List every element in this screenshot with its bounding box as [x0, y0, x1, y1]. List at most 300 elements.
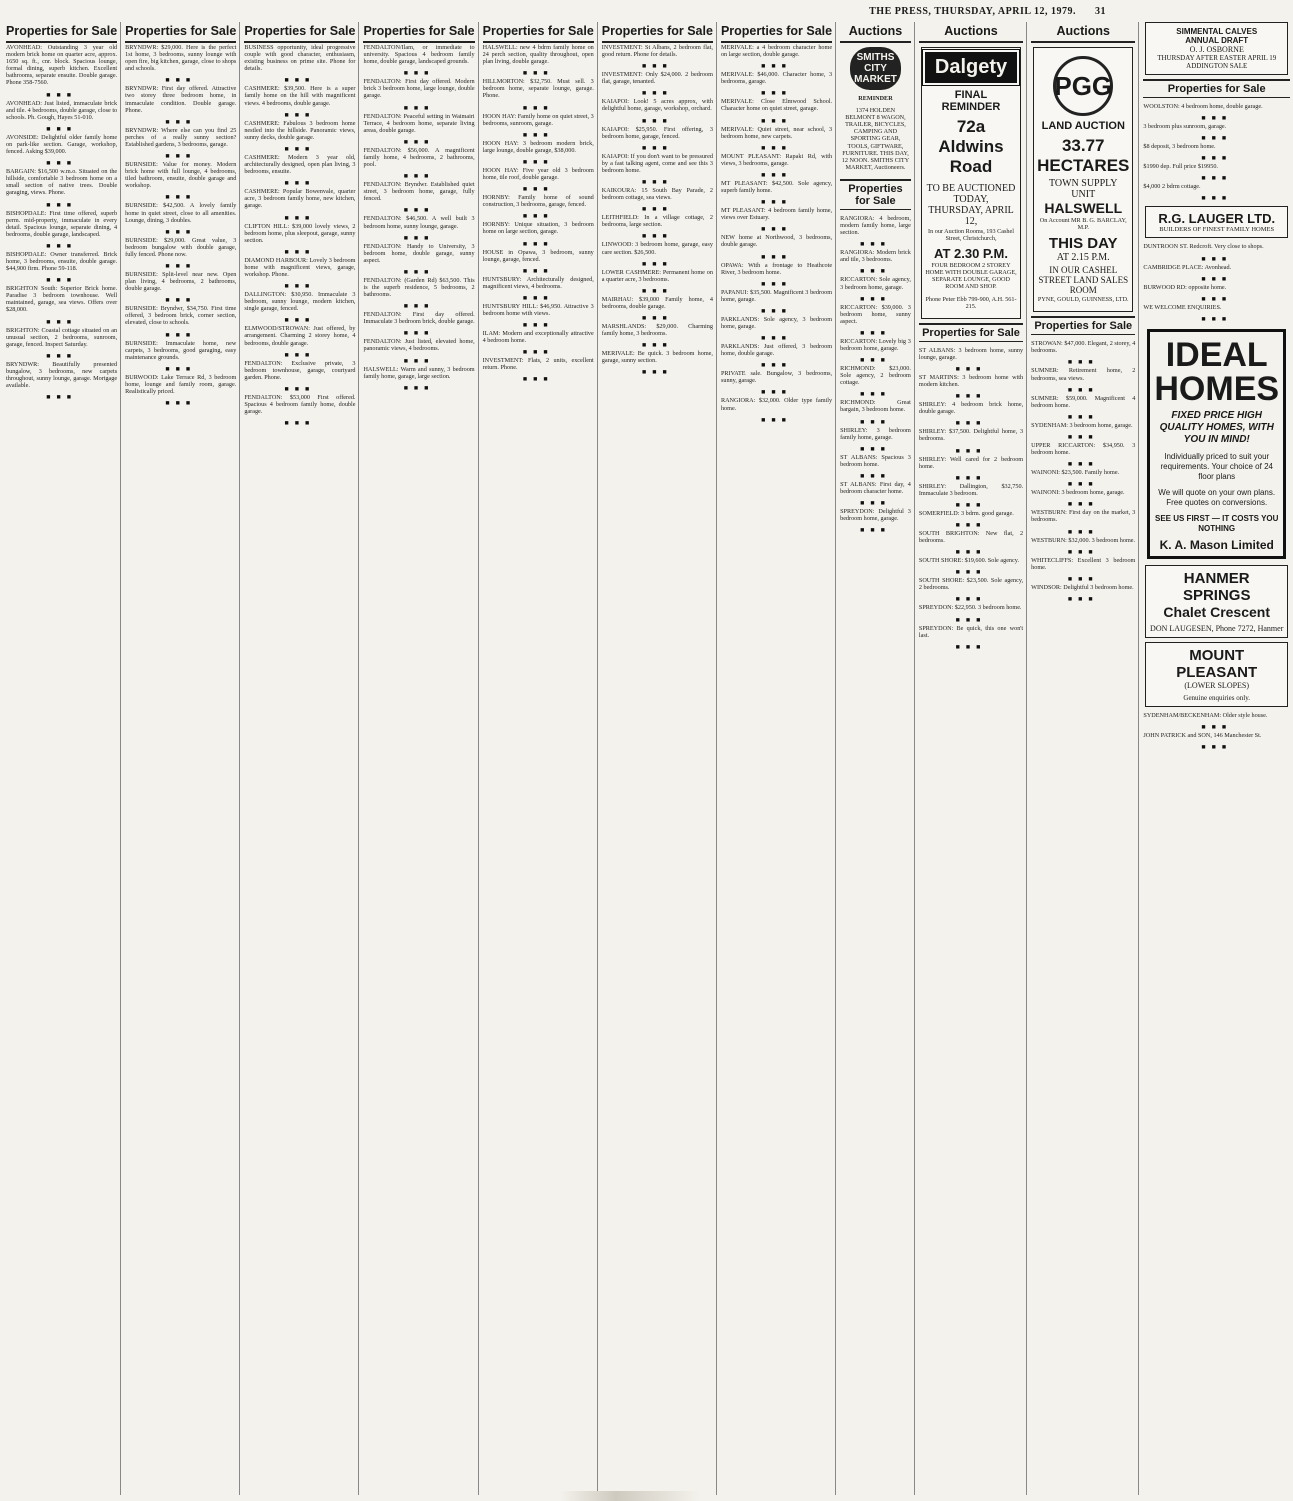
ad-separator: ■■■: [642, 116, 673, 125]
ad-separator: ■■■: [1067, 432, 1099, 441]
auction-title: LAND AUCTION: [1041, 120, 1125, 132]
ad-list-c: [1143, 711, 1290, 751]
ad-separator: ■■■: [46, 317, 77, 326]
ad-separator: ■■■: [165, 193, 197, 202]
classified-ad: BRYNDWR: Where else can you find 25 perches of a really sunny section? Established gardens, 3 bedrooms, garage.: [125, 126, 237, 148]
ad-separator: ■■■: [955, 446, 987, 455]
classified-ad: UPPER RICCARTON: $34,950. 3 bedroom home.: [1031, 441, 1136, 457]
rg-lauger-box: [1145, 206, 1288, 238]
ad-separator: ■■■: [284, 213, 316, 222]
classified-ad: JOHN PATRICK and SON, 146 Manchester St.: [1143, 731, 1262, 739]
classified-ad: HOON HAY: Five year old 3 bedroom home, tile roof, double garage.: [482, 166, 594, 182]
ad-separator: ■■■: [955, 364, 987, 373]
column-heading: Properties for Sale: [721, 22, 832, 43]
classified-ad: CLIFTON HILL: $39,000 lovely views, 2 bedroom home, plus sleepout, garage, sunny section.: [244, 222, 356, 244]
columns: [6, 22, 1284, 1495]
classified-ad: SOUTH BRIGHTON: New flat, 2 bedrooms.: [918, 529, 1024, 545]
ad-separator: ■■■: [761, 143, 792, 152]
column-heading: Properties for Sale: [125, 22, 236, 43]
ad-separator: ■■■: [1201, 743, 1233, 752]
ad-list: [125, 43, 236, 407]
classified-ad: SUMNER: $59,000. Magnificent 4 bedroom home.: [1031, 394, 1136, 409]
ad-separator: ■■■: [1067, 460, 1099, 469]
ad-separator: ■■■: [1067, 574, 1099, 583]
column-heading: Auctions: [919, 22, 1023, 43]
classified-ad: WINDSOR: Delightful 3 bedroom home.: [1031, 583, 1134, 591]
classified-ad: DUNTROON ST. Redcroft. Very close to shops.: [1143, 243, 1264, 251]
ad-separator: ■■■: [403, 137, 435, 146]
ad-separator: ■■■: [403, 267, 435, 276]
classified-ad: BURNSIDE: Immaculate home, new carpets, 3 bedrooms, good garaging, easy maintenance grounds.: [125, 339, 237, 361]
classified-ad: FENDALTON: $46,500. A well built 3 bedroom home, sunny lounge, garage.: [363, 215, 475, 230]
classified-ad: RICCARTON: Lovely big 3 bedroom home, garage.: [840, 337, 911, 352]
ad-separator: ■■■: [1201, 154, 1233, 163]
ideal-homes-text-2: We will quote on your own plans. Free quotes on conversions.: [1158, 487, 1276, 507]
classified-ad: FENDALTON: $56,000. A magnificent family home, 4 bedrooms, 2 bathrooms, pool.: [363, 146, 475, 169]
ideal-homes-ad: [1147, 329, 1286, 559]
auction-details: 1374 HOLDEN BELMONT 8 WAGON, TRAILER, BICYCLES, CAMPING AND SPORTING GEAR, TOOLS, GIFTWARE, FURNITURE. THIS DAY, 12 NOON. SMITHS CITY MARKET, Auctioneers.: [841, 107, 910, 171]
auction-venue: In our Auction Rooms, 193 Cashel Street, Christchurch,: [928, 228, 1014, 243]
ad-separator: ■■■: [955, 642, 987, 651]
dalgety-auction-box: [921, 47, 1021, 319]
classified-ad: BRYNDWR: $29,000. Here is the perfect 1st home, 3 bedrooms, sunny lounge with open fire, big kitchen, garage, close to shops and schools.: [125, 44, 237, 73]
ad-separator: ■■■: [403, 206, 435, 215]
classified-ad: FENDALTON: First day offered. Immaculate 3 bedroom brick, double garage.: [363, 311, 475, 326]
ad-separator: ■■■: [761, 334, 792, 343]
classified-ad: SPREYDON: Be quick, this one won't last.: [918, 624, 1024, 639]
classified-ad: SHIRLEY: Well cared for 2 bedroom home.: [918, 455, 1024, 470]
auction-agent: PYNE, GOULD, GUINNESS, LTD.: [1037, 296, 1129, 304]
auction-location: HALSWELL: [1044, 200, 1123, 216]
classified-ad: RANGIORA: 4 bedroom, modern family home, large section.: [840, 214, 911, 237]
ad-separator: ■■■: [860, 499, 891, 508]
ad-list: [919, 346, 1023, 651]
classified-ad: MT PLEASANT: $42,500. Sole agency, superb family home.: [720, 179, 833, 195]
ideal-homes-company: K. A. Mason Limited: [1159, 537, 1274, 552]
ad-separator: ■■■: [522, 130, 554, 139]
classified-ad: SYDENHAM: 3 bedroom home, garage.: [1031, 421, 1133, 429]
classified-ad: HUNTSBURY: Architecturally designed, magnificent views, 4 bedrooms.: [482, 275, 594, 290]
ad-list: [1031, 339, 1135, 603]
ad-separator: ■■■: [165, 152, 197, 161]
ad-separator: ■■■: [284, 76, 316, 85]
classified-ad: FENDALTON: Bryndwr. Established quiet street, 3 bedroom home, garage, fully fenced.: [363, 181, 475, 203]
ad-separator: ■■■: [1201, 722, 1233, 731]
auction-time: AT 2.15 P.M.: [1056, 252, 1110, 264]
ad-separator: ■■■: [1067, 358, 1099, 367]
classified-ad: ST ALBANS: First day, 4 bedroom character home.: [840, 480, 911, 495]
ad-separator: ■■■: [1201, 274, 1233, 283]
classified-ad: PARKLANDS: Sole agency, 3 bedroom home, garage.: [720, 315, 833, 330]
ad-list: [721, 43, 832, 424]
classified-ad: SOMERFIELD: 3 bdrm. good garage.: [918, 509, 1014, 517]
auction-day: THIS DAY: [1048, 235, 1118, 253]
classified-ad: 3 bedroom plus sunroom, garage.: [1143, 123, 1227, 131]
simmental-sale: ADDINGTON SALE: [1186, 62, 1248, 70]
classified-ad: HORNBY: Unique situation, 3 bedroom home on large section, garage.: [482, 221, 594, 236]
classified-ad: WAINONI: $23,500. Family home.: [1031, 469, 1120, 477]
column-6: [602, 22, 717, 1495]
section-heading: Properties for Sale: [919, 323, 1023, 342]
ideal-homes-cta: SEE US FIRST — IT COSTS YOU NOTHING: [1154, 513, 1279, 533]
classified-ad: MAIRHAU: $39,000 Family home, 4 bedrooms, double garage.: [601, 295, 713, 310]
ad-separator: ■■■: [955, 419, 987, 428]
ad-separator: ■■■: [46, 124, 77, 133]
ad-separator: ■■■: [284, 419, 316, 428]
classified-ad: $4,000 2 bdrm cottage.: [1143, 183, 1201, 191]
classified-ad: SHIRLEY: Dallington, $32,750. Immaculate 3 bedroom.: [918, 482, 1024, 497]
classified-ad: AVONHEAD: Outstanding 3 year old modern brick home on quarter acre, approx. 1650 sq. ft., cnr. block. Spacious lounge, formal dining, superb kitchen. Excellent bathrooms, separate ensuite. Double garage. Phone 358-7560.: [6, 44, 118, 87]
ad-separator: ■■■: [642, 232, 673, 241]
ad-separator: ■■■: [860, 240, 891, 249]
classified-ad: BARGAIN: $16,500 w.m.o. Situated on the hillside, comfortable 3 bedroom home on a small section of native trees. Double garaging, views. Phone.: [6, 168, 118, 197]
classified-ad: WE WELCOME ENQUIRIES.: [1143, 303, 1222, 311]
hanmer-subtitle: Chalet Crescent: [1163, 603, 1270, 620]
ad-separator: ■■■: [165, 117, 197, 126]
ad-separator: ■■■: [284, 110, 316, 119]
ad-separator: ■■■: [1201, 254, 1233, 263]
ad-separator: ■■■: [761, 198, 792, 207]
column-heading: Properties for Sale: [6, 22, 117, 43]
ad-separator: ■■■: [1201, 134, 1233, 143]
ad-separator: ■■■: [522, 185, 554, 194]
classified-ad: BURNSIDE: Bryndwr, $34,750. First time offered, 3 bedroom brick, corner section, elevated, close to schools.: [125, 305, 237, 327]
classified-ad: PARKLANDS: Just offered, 3 bedroom home, double garage.: [720, 343, 833, 358]
classified-ad: BURNSIDE: $42,500. A lovely family home in quiet street, close to all amenities. Lounge, dining, 3 doubles.: [125, 202, 237, 224]
classified-ad: INVESTMENT: Flats, 2 units, excellent return. Phone.: [482, 357, 594, 372]
column-heading: Properties for Sale: [602, 22, 713, 43]
ad-separator: ■■■: [46, 393, 77, 402]
ad-separator: ■■■: [1067, 527, 1099, 536]
auction-time: AT 2.30 P.M.: [934, 246, 1008, 262]
classified-ad: ST ALBANS: 3 bedroom home, sunny lounge, garage.: [918, 346, 1024, 361]
classified-ad: SHIRLEY: 4 bedroom brick home, double garage.: [918, 401, 1024, 416]
ad-list: [483, 43, 594, 383]
ad-separator: ■■■: [642, 62, 673, 71]
ad-separator: ■■■: [403, 172, 435, 181]
auction-description: FOUR BEDROOM 2 STOREY HOME WITH DOUBLE GARAGE, SEPARATE LOUNGE, GOOD ROOM AND SHOP.: [925, 262, 1017, 291]
hanmer-ad: [1145, 565, 1288, 638]
smiths-city-market-logo: SMITHS CITY MARKET: [850, 47, 901, 90]
ideal-homes-text: Individually priced to suit your requirements. Your choice of 24 floor plans: [1160, 451, 1273, 481]
ad-separator: ■■■: [860, 444, 891, 453]
ad-separator: ■■■: [1067, 594, 1099, 603]
simmental-draft: ANNUAL DRAFT: [1185, 36, 1249, 45]
ad-separator: ■■■: [642, 143, 673, 152]
ad-separator: ■■■: [403, 383, 435, 392]
ad-separator: ■■■: [955, 568, 987, 577]
auction-line: TO BE AUCTIONED TODAY,: [926, 183, 1016, 205]
column-heading: Properties for Sale: [244, 22, 355, 43]
column-5: [483, 22, 598, 1495]
ad-separator: ■■■: [165, 261, 197, 270]
ad-separator: ■■■: [642, 89, 673, 98]
classified-ad: CASHMERE: Modern 3 year old, architecturally designed, open plan living, 3 bedrooms, ensuite.: [244, 153, 356, 176]
classified-ad: MERIVALE: Be quick. 3 bedroom home, garage, sunny section.: [601, 350, 713, 365]
classified-ad: BURNSIDE: Value for money. Modern brick home with full lounge, 4 bedrooms, tiled bathroom, ensuite, double garage and workshop.: [125, 161, 237, 190]
ad-separator: ■■■: [165, 296, 197, 305]
ad-separator: ■■■: [522, 375, 554, 384]
ad-separator: ■■■: [955, 615, 987, 624]
ad-separator: ■■■: [642, 313, 673, 322]
ad-list: [6, 43, 117, 401]
classified-ad: HOON HAY: Family home on quiet street, 3 bedrooms, sunroom, garage.: [482, 112, 594, 127]
ad-separator: ■■■: [860, 356, 891, 365]
ad-separator: ■■■: [955, 473, 987, 482]
classified-ad: FENDALTON: Handy to University, 3 bedroom home, double garage, sunny aspect.: [363, 242, 475, 264]
column-1: [6, 22, 121, 1495]
pgg-auction-box: [1033, 47, 1133, 312]
ad-separator: ■■■: [955, 520, 987, 529]
classified-ad: BRIGHTON South: Superior Brick home. Paradise 3 bedroom townhouse. Well maintained, garage, sea views. Offers over $28,000.: [6, 285, 118, 314]
classified-ad: INVESTMENT: Only $24,000. 2 bedroom flat, garage, tenanted.: [601, 71, 713, 86]
classified-ad: BURNSIDE: $29,000. Great value, 3 bedroom bungalow with double garage, fully fenced. Phone now.: [125, 236, 237, 258]
ad-separator: ■■■: [403, 302, 435, 311]
ad-separator: ■■■: [284, 247, 316, 256]
classified-ad: SYDENHAM/BECKENHAM: Older style house.: [1143, 711, 1268, 719]
mount-pleasant-subtitle: (LOWER SLOPES): [1184, 680, 1250, 690]
classified-ad: SUMNER: Retirement home, 2 bedrooms, sea views.: [1031, 367, 1136, 382]
classified-ad: KAIAPOI: $25,950. First offering, 3 bedroom home, garage, fenced.: [601, 125, 713, 140]
classified-ad: LINWOOD: 3 bedroom home, garage, easy care section. $26,500.: [601, 241, 713, 256]
column-4: [363, 22, 478, 1495]
classified-ad: SHIRLEY: 3 bedroom family home, garage.: [840, 426, 911, 441]
classified-ad: AVONHEAD: Just listed, immaculate brick and tile. 4 bedrooms, double garage, close to schools. Ph. Gough, Hayes 51-010.: [6, 99, 118, 121]
classified-ad: HALSWELL: Warm and sunny, 3 bedroom family home, garage, large section.: [363, 365, 475, 380]
ad-separator: ■■■: [165, 399, 197, 408]
ad-list: [602, 43, 713, 376]
ad-separator: ■■■: [642, 205, 673, 214]
auction-reminder: REMINDER: [858, 95, 893, 102]
ad-separator: ■■■: [46, 200, 77, 209]
classified-ad: RICCARTON: Sole agency, 3 bedroom home, garage.: [840, 276, 911, 291]
ad-separator: ■■■: [955, 548, 987, 557]
column-3: [244, 22, 359, 1495]
ad-separator: ■■■: [955, 500, 987, 509]
ad-list-b: [1143, 242, 1290, 322]
ad-separator: ■■■: [642, 286, 673, 295]
ad-separator: ■■■: [522, 157, 554, 166]
ad-separator: ■■■: [860, 390, 891, 399]
classified-ad: ST ALBANS: Spacious 3 bedroom home.: [840, 453, 911, 468]
ad-separator: ■■■: [761, 62, 792, 71]
simmental-calves-box: [1145, 22, 1288, 75]
ad-separator: ■■■: [761, 116, 792, 125]
ad-separator: ■■■: [522, 103, 554, 112]
classified-ad: WOOLSTON: 4 bedroom home, double garage.: [1143, 103, 1263, 110]
rg-lauger-logo: R.G. LAUGER LTD.: [1158, 211, 1276, 227]
ad-separator: ■■■: [46, 90, 77, 99]
classified-ad: LOWER CASHMERE: Permanent home on a quarter acre, 3 bedrooms.: [601, 268, 713, 283]
ad-separator: ■■■: [165, 76, 197, 85]
ad-separator: ■■■: [860, 294, 891, 303]
classified-ad: BRYNDWR: Beautifully presented bungalow, 3 bedrooms, new carpets throughout, sunny lounge, garage. Mortgage available.: [6, 360, 118, 390]
classified-ad: ST MARTINS: 3 bedroom home with modern kitchen.: [918, 373, 1024, 389]
ad-list: [840, 214, 911, 534]
ad-separator: ■■■: [284, 282, 316, 291]
ad-separator: ■■■: [522, 348, 554, 357]
column-heading: Auctions: [1031, 22, 1135, 43]
auction-label: FINAL REMINDER: [941, 89, 1001, 113]
classified-ad: FENDALTON/Ilam, or immediate to university. Spacious 4 bedroom family home, double garage, landscaped grounds.: [363, 44, 475, 66]
classified-ad: $8 deposit, 3 bedroom home.: [1143, 143, 1216, 151]
page-number: 31: [1095, 6, 1106, 17]
classified-ad: PRIVATE sale. Bungalow, 3 bedrooms, sunny, garage.: [720, 370, 833, 385]
classified-ad: SOUTH SHORE: $23,500. Sole agency, 2 bedrooms.: [918, 577, 1024, 592]
column-8-auctions: [840, 22, 915, 1495]
ad-separator: ■■■: [642, 368, 673, 377]
classified-ad: NEW home at Northwood, 3 bedrooms, double garage.: [720, 234, 833, 249]
simmental-vendor: O. J. OSBORNE: [1189, 45, 1244, 54]
ad-separator: ■■■: [522, 239, 554, 248]
ad-separator: ■■■: [761, 415, 792, 424]
ad-separator: ■■■: [761, 388, 792, 397]
ad-separator: ■■■: [761, 279, 792, 288]
classified-ad: ILAM: Modern and exceptionally attractive 4 bedroom home.: [482, 330, 594, 345]
ad-list: [244, 43, 355, 427]
column-2: [125, 22, 240, 1495]
classified-ad: HILLMORTON: $32,750. Must sell. 3 bedroom home, separate lounge, garage. Phone.: [482, 78, 594, 100]
ad-separator: ■■■: [761, 170, 792, 179]
ad-separator: ■■■: [1067, 500, 1099, 509]
ad-separator: ■■■: [46, 351, 77, 360]
classified-ad: MERIVALE: a 4 bedroom character home on large section, double garage.: [720, 44, 833, 59]
classified-ad: FENDALTON: Just listed, elevated home, panoramic views, 4 bedrooms.: [363, 338, 475, 353]
classified-ad: FENDALTON: $53,000 First offered. Spacious 4 bedroom family home, double garage.: [244, 393, 356, 416]
ad-separator: ■■■: [284, 350, 316, 359]
auction-date: THURSDAY, APRIL 12,: [928, 205, 1014, 227]
classified-ad: FENDALTON: First day offered. Modern brick 3 bedroom home, large lounge, double garage.: [363, 78, 475, 100]
classified-ad: MERIVALE: $46,000. Character home, 3 bedrooms, garage.: [720, 71, 833, 86]
classified-ad: HOUSE in Opawa, 3 bedroom, sunny lounge, garage, fenced.: [482, 248, 594, 263]
classified-ad: MOUNT PLEASANT: Rapaki Rd, with views, 3 bedrooms, garage.: [720, 152, 833, 167]
auction-contact: Phone Peter Ebb 799-900, A.H. 561-215.: [925, 295, 1017, 310]
classified-ad: HOON HAY: 3 bedroom modern brick, large lounge, double garage, $38,000.: [482, 139, 594, 154]
ad-separator: ■■■: [761, 361, 792, 370]
classified-ad: CASHMERE: Fabulous 3 bedroom home nestled into the hillside. Panoramic views, sunny decks, double garage.: [244, 119, 356, 141]
ad-separator: ■■■: [860, 267, 891, 276]
ad-separator: ■■■: [860, 417, 891, 426]
ad-separator: ■■■: [761, 89, 792, 98]
classified-ad: BURWOOD: Lake Terrace Rd, 3 bedroom home, lounge and family room, garage. Realistically priced.: [125, 373, 237, 395]
auction-unit: TOWN SUPPLY UNIT: [1048, 178, 1118, 200]
section-heading: Properties for Sale: [1143, 79, 1290, 98]
ad-separator: ■■■: [165, 227, 197, 236]
classified-ad: KAIAPOI: If you don't want to be pressured by a fast talking agent, come and see this 3 bedroom home.: [601, 152, 713, 174]
column-10-auctions: [1031, 22, 1139, 1495]
classified-ad: MERIVALE: Close Elmwood School. Character home on quiet street, garage.: [720, 98, 833, 113]
classified-ad: HUNTSBURY HILL: $46,950. Attractive 3 bedroom home with views.: [482, 302, 594, 317]
classified-ad: ELMWOOD/STROWAN: Just offered, by arrangement. Charming 2 storey home, 4 bedrooms, double garage.: [244, 325, 356, 347]
ad-separator: ■■■: [1201, 174, 1233, 183]
classified-ad: RICCARTON: $39,000. 3 bedroom home, sunny aspect.: [840, 303, 911, 325]
classified-ad: KAIKOURA: 15 South Bay Parade, 2 bedroom cottage, sea views.: [601, 187, 713, 202]
classified-ad: HORNBY: Family home of sound construction, 3 bedrooms, garage, fenced.: [482, 194, 594, 209]
ideal-homes-headline: IDEAL HOMES: [1154, 335, 1280, 408]
ad-separator: ■■■: [1067, 385, 1099, 394]
classified-ad: CASHMERE: $39,500. Here is a super family home on the hill with magnificent views. 4 bedrooms, double garage.: [244, 85, 356, 107]
ad-separator: ■■■: [1067, 547, 1099, 556]
simmental-date: THURSDAY AFTER EASTER APRIL 19: [1157, 54, 1277, 62]
pgg-logo: PGG: [1053, 56, 1113, 116]
ad-separator: ■■■: [1201, 194, 1233, 203]
ad-separator: ■■■: [522, 69, 554, 78]
ad-separator: ■■■: [1201, 294, 1233, 303]
classified-ad: MERIVALE: Quiet street, near school, 3 bedroom home, new carpets.: [720, 125, 833, 140]
ad-separator: ■■■: [46, 276, 77, 285]
masthead-text: THE PRESS, THURSDAY, APRIL 12, 1979.: [869, 6, 1076, 17]
ad-separator: ■■■: [403, 329, 435, 338]
ad-list-a: [1143, 102, 1290, 202]
simmental-title: SIMMENTAL CALVES: [1176, 27, 1258, 36]
ad-separator: ■■■: [860, 471, 891, 480]
ad-separator: ■■■: [1201, 314, 1233, 323]
classified-ad: RANGIORA: Modern brick and tile, 3 bedrooms.: [840, 249, 911, 264]
column-heading: Auctions: [840, 22, 911, 43]
ideal-homes-subhead: FIXED PRICE HIGH QUALITY HOMES, WITH YOU IN MIND!: [1159, 409, 1274, 445]
column-7: [721, 22, 836, 1495]
classified-ad: WHITECLIFFS: Excellent 3 bedroom home.: [1031, 556, 1136, 571]
ad-separator: ■■■: [284, 384, 316, 393]
classified-ad: STROWAN: $47,000. Elegant, 2 storey, 4 bedrooms.: [1031, 340, 1136, 355]
ad-separator: ■■■: [522, 293, 554, 302]
column-11-display-ads: [1143, 22, 1293, 1495]
classified-ad: FENDALTON: Exclusive private, 3 bedroom townhouse, garage, courtyard garden. Phone.: [244, 359, 356, 381]
ad-separator: ■■■: [761, 252, 792, 261]
ad-separator: ■■■: [522, 321, 554, 330]
ad-separator: ■■■: [165, 364, 197, 373]
ad-separator: ■■■: [403, 103, 435, 112]
section-heading: Properties for Sale: [1031, 316, 1135, 335]
classified-ad: DIAMOND HARBOUR: Lovely 3 bedroom home with magnificent views, garage, workshop. Phone.: [244, 256, 356, 278]
ad-separator: ■■■: [403, 233, 435, 242]
ad-separator: ■■■: [860, 526, 891, 535]
classified-ad: PAPANUI: $35,500. Magnificent 3 bedroom home, garage.: [720, 288, 833, 303]
classified-ad: AVONSIDE: Delightful older family home on park-like section. Garage, workshop, fenced. Asking $39,000.: [6, 133, 118, 156]
column-9-auctions: [919, 22, 1027, 1495]
auction-address: 72a Aldwins Road: [938, 117, 1004, 176]
classified-ad: WESTBURN: $32,000. 3 bedroom home.: [1031, 536, 1136, 544]
classified-ad: FENDALTON: (Garden Rd) $63,500. This is the superb residence, 5 bedrooms, 2 bathrooms.: [363, 276, 475, 299]
classified-ad: BUSINESS opportunity, ideal progressive couple with good character, enthusiasm, existing business on prime site. Phone for details.: [244, 44, 356, 73]
classified-ad: KAIAPOI: Look! 5 acres approx, with delightful home, garage, workshop, orchard.: [601, 98, 713, 113]
hanmer-contact: DON LAUGESEN, Phone 7272, Hanmer: [1150, 623, 1284, 633]
ad-separator: ■■■: [642, 178, 673, 187]
torn-edge: [560, 1491, 700, 1501]
classified-ad: CAMBRIDGE PLACE: Avonhead.: [1143, 263, 1232, 271]
classified-ad: DALLINGTON: $30,950. Immaculate 3 bedroom, sunny lounge, modern kitchen, single garage, fenced.: [244, 291, 356, 313]
auction-venue: IN OUR CASHEL STREET LAND SALES ROOM: [1038, 265, 1129, 296]
masthead: [720, 6, 1106, 20]
hanmer-title: HANMER SPRINGS: [1182, 569, 1251, 604]
ad-separator: ■■■: [642, 259, 673, 268]
ad-list: [363, 43, 474, 392]
classified-ad: SPREYDON: Delightful 3 bedroom home, garage.: [840, 508, 911, 523]
classified-ad: MT PLEASANT: 4 bedroom family home, views over Estuary.: [720, 207, 833, 222]
classified-ad: BISHOPDALE: First time offered, superb perm. mid-property, immaculate in every detail. Spacious lounge, separate dining, 4 bedrooms, double garage, landscaped.: [6, 209, 118, 238]
ad-separator: ■■■: [1067, 412, 1099, 421]
classified-ad: RICHMOND: Great bargain, 3 bedroom home.: [840, 399, 911, 414]
ad-separator: ■■■: [46, 159, 77, 168]
column-heading: Properties for Sale: [363, 22, 474, 43]
ad-separator: ■■■: [860, 328, 891, 337]
classified-ad: INVESTMENT: St Albans, 2 bedroom flat, good return. Phone for details.: [601, 44, 713, 59]
rg-lauger-tagline: BUILDERS OF FINEST FAMILY HOMES: [1159, 226, 1275, 234]
classified-ad: LEITHFIELD: In a village cottage, 2 bedrooms, large section.: [601, 214, 713, 229]
ad-separator: ■■■: [955, 595, 987, 604]
ad-separator: ■■■: [522, 212, 554, 221]
ad-separator: ■■■: [284, 179, 316, 188]
